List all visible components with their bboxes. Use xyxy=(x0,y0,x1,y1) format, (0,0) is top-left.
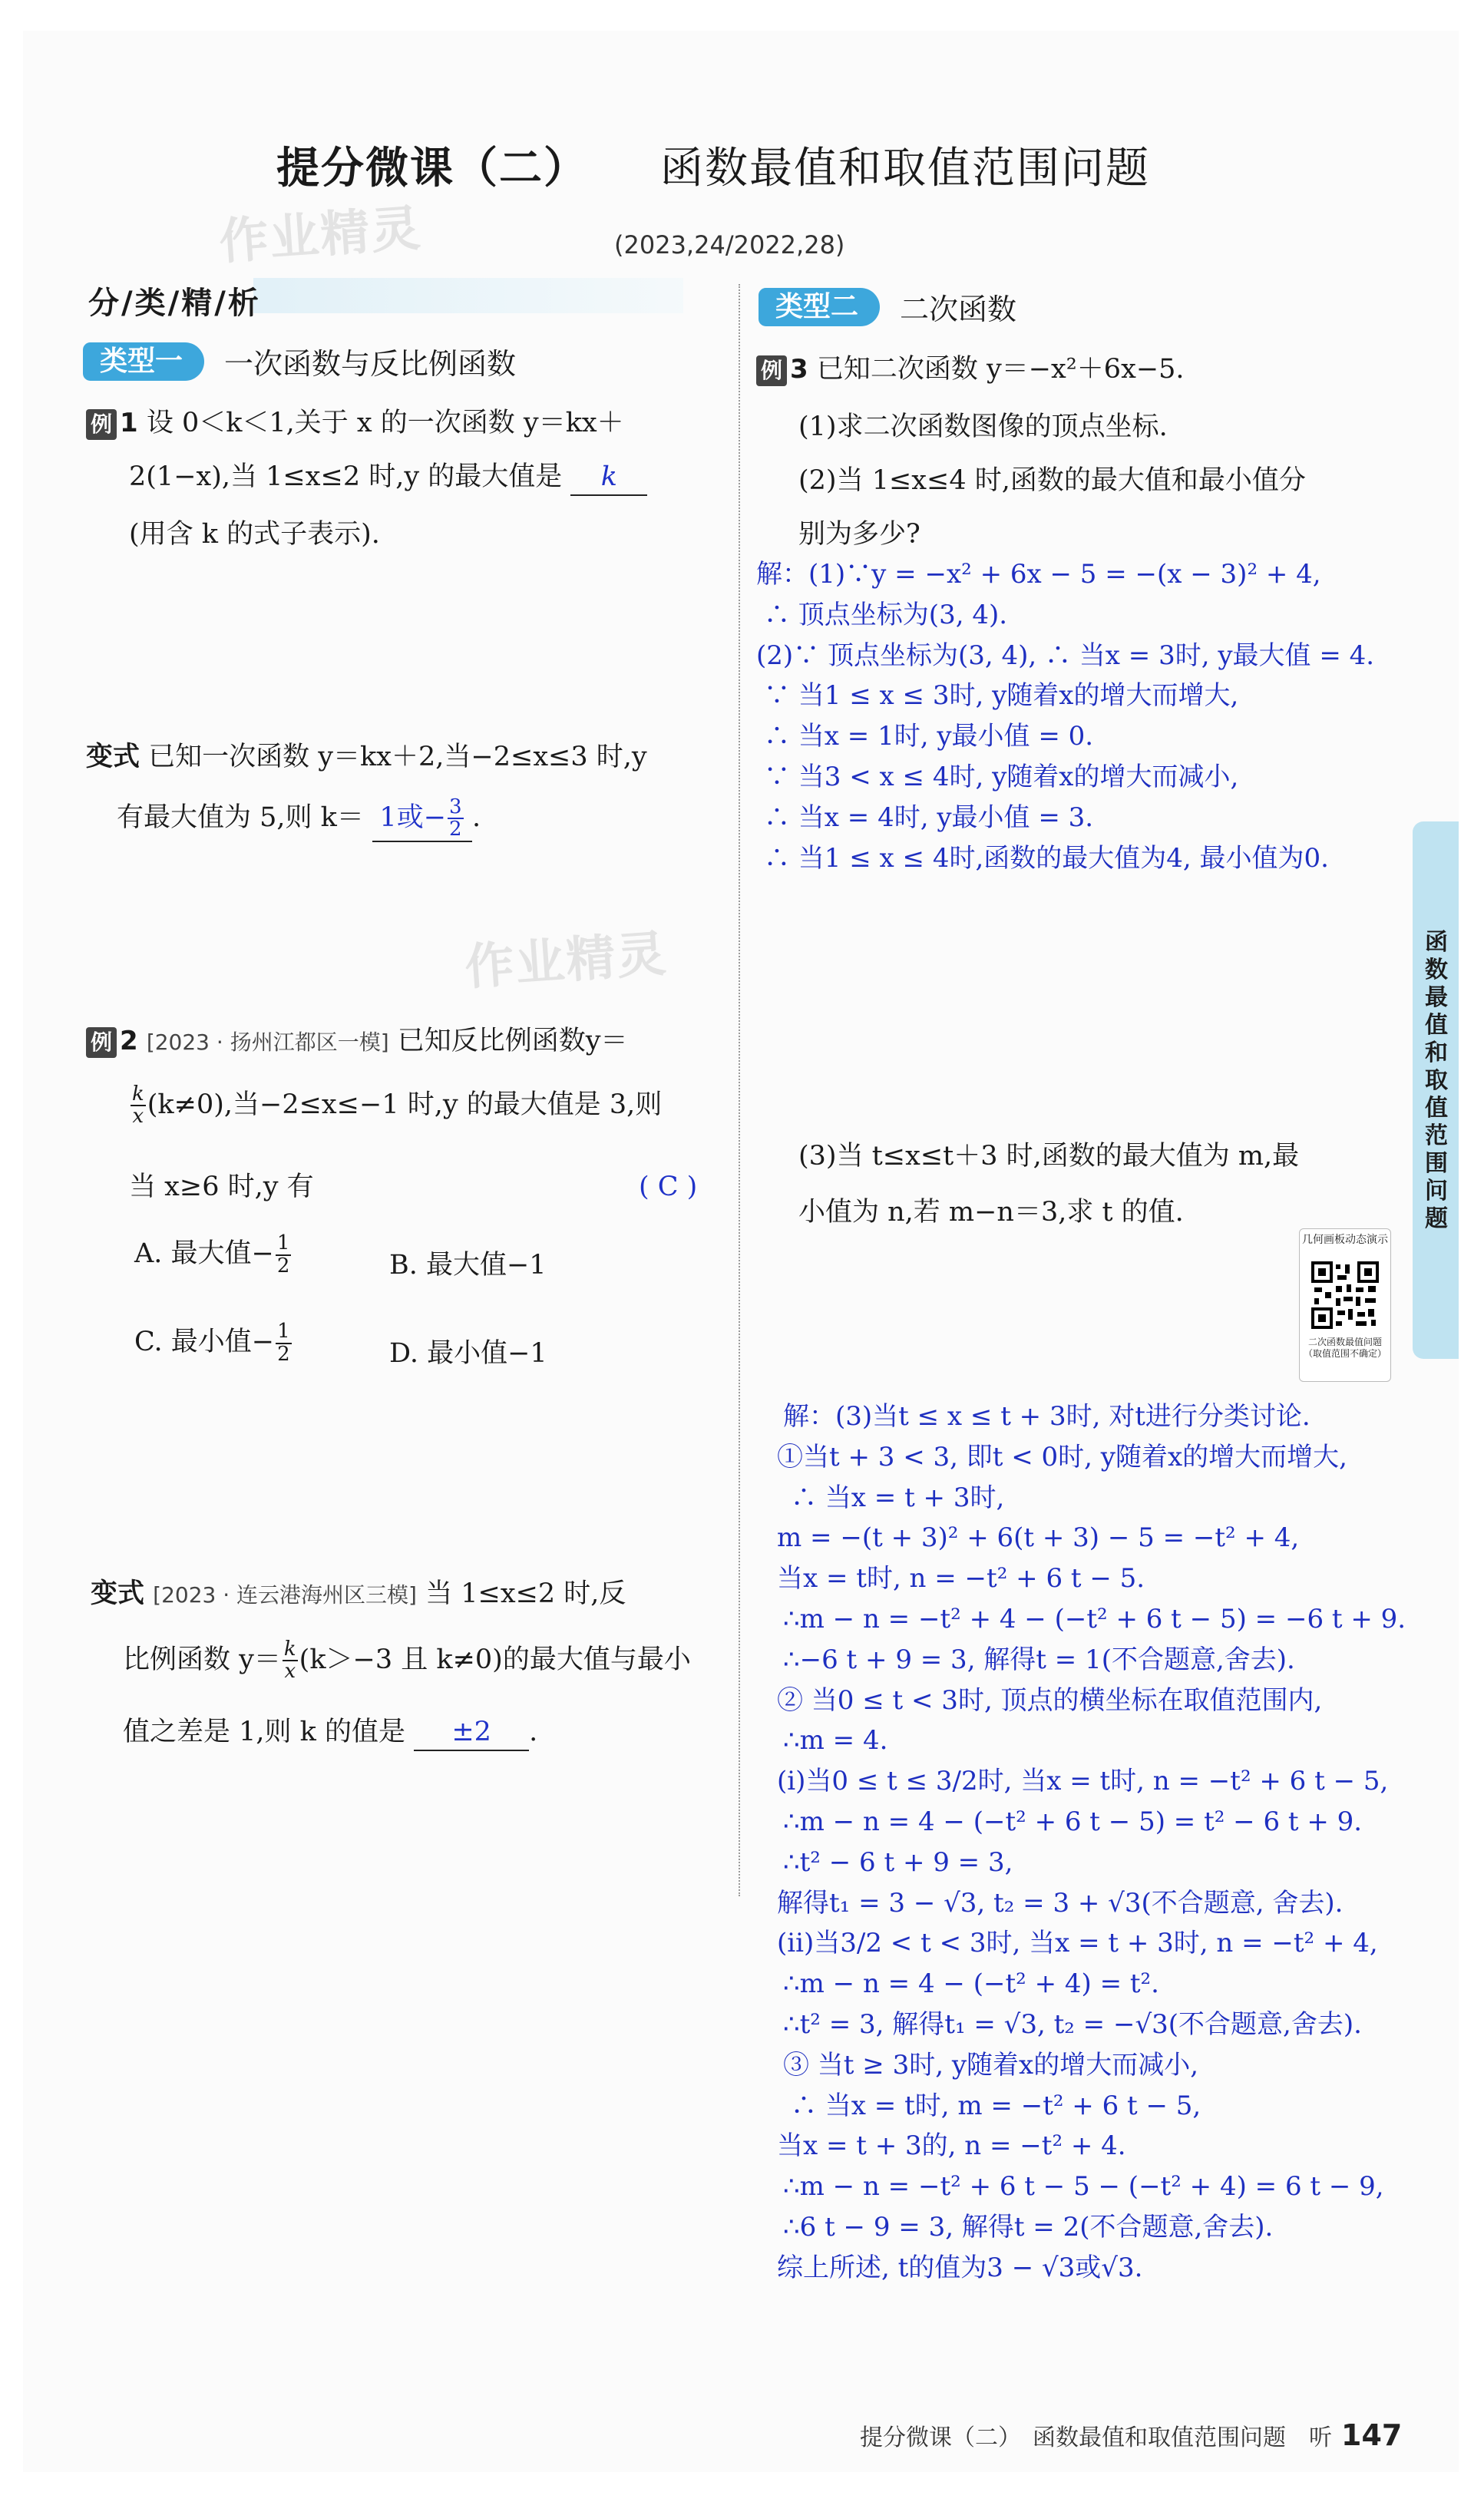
variant-1-line1 xyxy=(86,741,647,775)
option-a-text: A. 最大值− xyxy=(134,1238,274,1269)
variant-1-answer-fraction xyxy=(448,797,464,841)
example-1-answer-blank: k xyxy=(570,461,647,496)
solution-line: (i)当0 ≤ t ≤ 3/2时, 当x = t时, n = −t² + 6 t − 5, xyxy=(777,1766,1389,1797)
variant-1-end: . xyxy=(472,801,481,833)
section-band xyxy=(253,278,683,313)
type2-tag: 类型二 xyxy=(759,288,880,326)
solution-line: ∴m − n = −t² + 4 − (−t² + 6 t − 5) = −6 t + 9. xyxy=(783,1603,1406,1634)
solution-line: 解：(1)∵y = −x² + 6x − 5 = −(x − 3)² + 4, xyxy=(756,559,1321,590)
example-1-line1 xyxy=(86,407,624,441)
type1-header xyxy=(83,340,516,382)
solution-line: ∴6 t − 9 = 3, 解得t = 2(不合题意,舍去). xyxy=(783,2211,1274,2243)
solution-1-2 xyxy=(756,559,1374,883)
watermark-2: 作业精灵 xyxy=(463,925,669,997)
solution-line: ∴t² = 3, 解得t₁ = √3, t₂ = −√3(不合题意,舍去). xyxy=(783,2008,1362,2040)
solution-line: ∴ 顶点坐标为(3, 4). xyxy=(764,599,1008,630)
variant-2-line2 xyxy=(123,1639,691,1683)
variant-1-text2: 有最大值为 5,则 k＝ xyxy=(117,801,364,833)
qr-top-label: 几何画板动态演示 xyxy=(1302,1234,1388,1246)
variant-1-answer-text: 1或− xyxy=(379,801,447,833)
example-3-line1 xyxy=(756,353,1185,387)
example-1-tag: 例 xyxy=(86,409,117,440)
qr-code-icon[interactable] xyxy=(1311,1261,1379,1329)
option-c xyxy=(134,1320,293,1365)
solution-line: ∴−6 t + 9 = 3, 解得t = 1(不合题意,舍去). xyxy=(783,1644,1295,1675)
frac-numerator: k xyxy=(283,1638,296,1661)
variant-2-end: . xyxy=(529,1717,538,1747)
column-divider xyxy=(739,284,740,1896)
example-1-text3: (用含 k 的式子表示). xyxy=(129,519,380,550)
solution-line: 当x = t时, n = −t² + 6 t − 5. xyxy=(777,1563,1145,1595)
variant-1-text1: 已知一次函数 y＝kx＋2,当−2≤x≤3 时,y xyxy=(148,742,647,772)
option-d: D. 最小值−1 xyxy=(389,1338,547,1369)
example-3-tag: 例 xyxy=(756,355,787,386)
solution-line: ∵ 当1 ≤ x ≤ 3时, y随着x的增大而增大, xyxy=(764,680,1239,712)
example-1-line2 xyxy=(129,461,647,496)
example-2-line1 xyxy=(86,1025,628,1059)
solution-line: ∴m − n = −t² + 6 t − 5 − (−t² + 4) = 6 t − 9, xyxy=(783,2171,1384,2203)
solution-line: ② 当0 ≤ t < 3时, 顶点的横坐标在取值范围内, xyxy=(777,1684,1323,1716)
variant-1-tag: 变式 xyxy=(86,742,140,772)
solution-line: 解得t₁ = 3 − √3, t₂ = 3 + √3(不合题意, 舍去). xyxy=(777,1887,1344,1919)
option-a xyxy=(134,1232,293,1277)
watermark: 作业精灵 xyxy=(217,200,424,272)
variant-2-answer-blank: ±2 xyxy=(414,1716,529,1751)
variant-1-answer-blank xyxy=(372,797,472,842)
solution-line: (2)∵ 顶点坐标为(3, 4), ∴ 当x = 3时, y最大值 = 4. xyxy=(756,640,1375,671)
frac-numerator: 3 xyxy=(449,795,462,818)
variant-2-source: [2023 · 连云港海州区三模] xyxy=(153,1582,417,1608)
variant-2-text2b: (k＞−3 且 k≠0)的最大值与最小 xyxy=(299,1644,691,1675)
example-2-fraction xyxy=(131,1084,146,1128)
page-subtitle: 函数最值和取值范围问题 xyxy=(660,144,1150,193)
exam-year-reference: (2023,24/2022,28) xyxy=(614,230,845,259)
frac-denominator: 2 xyxy=(277,1342,290,1366)
chapter-side-tab-label: 函数最值和取值范围问题 xyxy=(1425,929,1448,1232)
example-3-number: 3 xyxy=(790,354,808,385)
type1-tag: 类型一 xyxy=(83,342,204,381)
solution-line: ∴ 当1 ≤ x ≤ 4时,函数的最大值为4, 最小值为0. xyxy=(764,842,1329,874)
example-3-q2a: (2)当 1≤x≤4 时,函数的最大值和最小值分 xyxy=(798,465,1306,496)
page-title: 提分微课（二） xyxy=(276,144,588,193)
page-number: 147 xyxy=(1341,2418,1403,2452)
variant-2-text2a: 比例函数 y＝ xyxy=(123,1644,281,1675)
variant-2-text3: 值之差是 1,则 k 的值是 xyxy=(123,1717,405,1747)
solution-line: ∴ 当x = 1时, y最小值 = 0. xyxy=(764,721,1094,752)
example-2-line2 xyxy=(129,1084,662,1128)
solution-line: m = −(t + 3)² + 6(t + 3) − 5 = −t² + 4, xyxy=(777,1522,1300,1554)
example-3-text1: 已知二次函数 y＝−x²＋6x−5. xyxy=(816,354,1185,385)
option-c-text: C. 最小值− xyxy=(134,1327,275,1357)
solution-line: ∴ 当x = 4时, y最小值 = 3. xyxy=(764,801,1094,833)
solution-line: ∴ 当x = t + 3时, xyxy=(791,1482,1005,1513)
example-1-number: 1 xyxy=(120,408,138,438)
frac-numerator: 1 xyxy=(276,1231,290,1255)
example-3-q3b: 小值为 n,若 m−n＝3,求 t 的值. xyxy=(798,1197,1184,1228)
frac-numerator: k xyxy=(132,1082,144,1106)
page-footer xyxy=(860,2418,1402,2452)
example-2-text2: (k≠0),当−2≤x≤−1 时,y 的最大值是 3,则 xyxy=(147,1089,663,1120)
example-2-text3: 当 x≥6 时,y 有 xyxy=(129,1172,314,1202)
type1-title: 一次函数与反比例函数 xyxy=(224,347,517,381)
solution-line: ①当t + 3 < 3, 即t < 0时, y随着x的增大而增大, xyxy=(777,1441,1347,1472)
example-2-answer xyxy=(639,1171,697,1205)
example-2-source: [2023 · 扬州江都区一模] xyxy=(146,1030,389,1055)
solution-line: 当x = t + 3的, n = −t² + 4. xyxy=(777,2130,1126,2162)
example-3-q2b: 别为多少? xyxy=(798,519,920,550)
frac-denominator: x xyxy=(132,1105,144,1129)
solution-3 xyxy=(777,1401,1406,2293)
qr-bottom-label: 二次函数最值问题（取值范围不确定） xyxy=(1303,1337,1386,1359)
variant-1-line2 xyxy=(117,797,481,842)
option-c-fraction xyxy=(276,1321,292,1365)
section-heading: 分/类/精/析 xyxy=(88,286,261,321)
solution-line: ∴m = 4. xyxy=(783,1725,888,1757)
frac-denominator: 2 xyxy=(276,1254,290,1277)
variant-2-line1 xyxy=(91,1578,626,1611)
solution-line: ∵ 当3 < x ≤ 4时, y随着x的增大而减小, xyxy=(764,761,1239,792)
variant-2-tag: 变式 xyxy=(91,1578,145,1609)
qr-code-card[interactable] xyxy=(1299,1228,1391,1382)
frac-numerator: 1 xyxy=(277,1320,290,1344)
type2-header xyxy=(759,286,1016,328)
frac-denominator: x xyxy=(284,1660,296,1684)
solution-line: 解：(3)当t ≤ x ≤ t + 3时, 对t进行分类讨论. xyxy=(783,1401,1310,1432)
option-b: B. 最大值−1 xyxy=(389,1250,547,1281)
example-2-number: 2 xyxy=(120,1026,138,1056)
solution-line: 综上所述, t的值为3 − √3或√3. xyxy=(777,2252,1143,2283)
example-3-q3a: (3)当 t≤x≤t＋3 时,函数的最大值为 m,最 xyxy=(798,1141,1300,1172)
solution-line: ∴m − n = 4 − (−t² + 4) = t². xyxy=(783,1968,1159,2000)
variant-2-text1: 当 1≤x≤2 时,反 xyxy=(425,1578,626,1609)
solution-line: ∴ 当x = t时, m = −t² + 6 t − 5, xyxy=(791,2090,1201,2121)
frac-denominator: 2 xyxy=(449,818,462,841)
option-a-fraction xyxy=(276,1233,292,1277)
example-2-text1: 已知反比例函数y＝ xyxy=(397,1026,628,1056)
example-3-q1: (1)求二次函数图像的顶点坐标. xyxy=(798,411,1168,442)
solution-line: ∴m − n = 4 − (−t² + 6 t − 5) = t² − 6 t + 9. xyxy=(783,1806,1363,1837)
example-2-answer-text: ( C ) xyxy=(639,1172,698,1202)
variant-2-line3 xyxy=(123,1716,537,1751)
footer-text: 提分微课（二） 函数最值和取值范围问题 听 xyxy=(860,2424,1332,2451)
example-1-text2: 2(1−x),当 1≤x≤2 时,y 的最大值是 xyxy=(129,461,563,492)
example-1-text1: 设 0＜k＜1,关于 x 的一次函数 y＝kx＋ xyxy=(146,408,624,438)
solution-line: ③ 当t ≥ 3时, y随着x的增大而减小, xyxy=(783,2049,1199,2081)
solution-line: ∴t² − 6 t + 9 = 3, xyxy=(783,1846,1013,1878)
example-2-tag: 例 xyxy=(86,1027,117,1058)
type2-title: 二次函数 xyxy=(900,293,1017,326)
solution-line: (ii)当3/2 < t < 3时, 当x = t + 3时, n = −t² + 4, xyxy=(777,1928,1378,1959)
variant-2-fraction xyxy=(283,1639,298,1683)
